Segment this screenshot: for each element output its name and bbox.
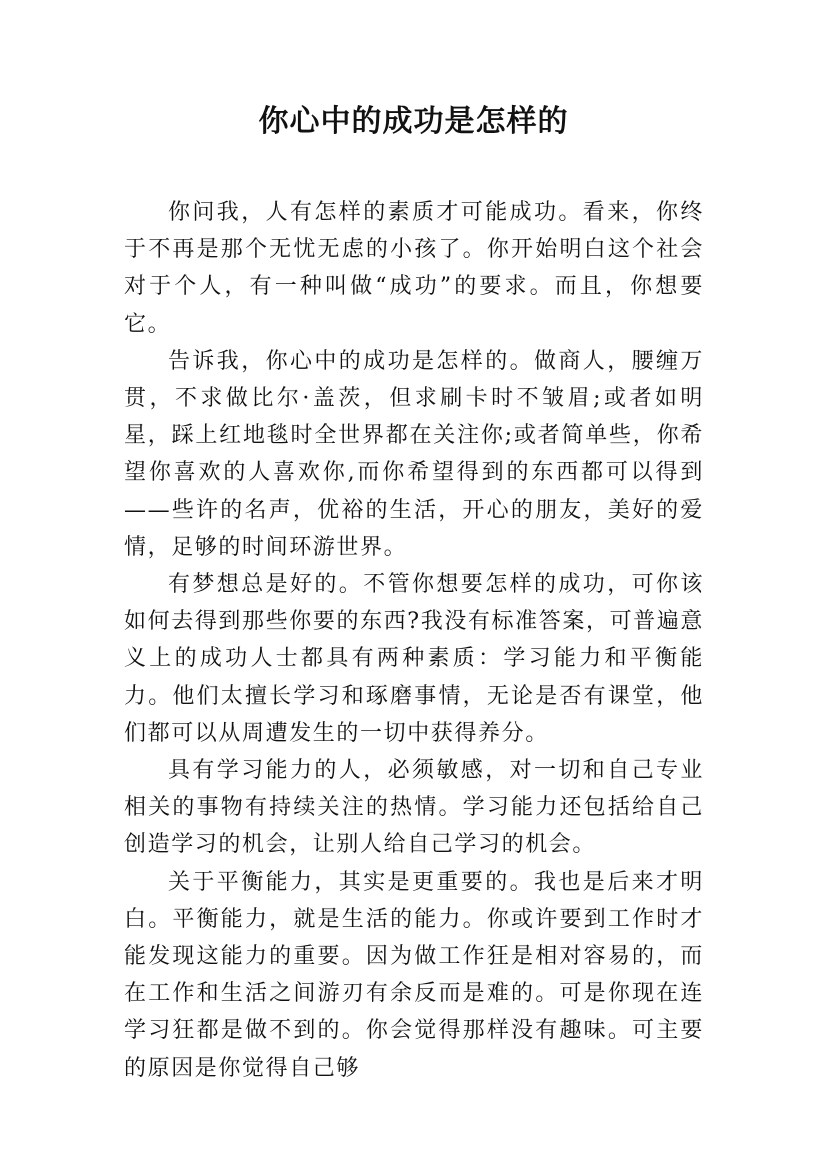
- paragraph: 有梦想总是好的。不管你想要怎样的成功，可你该如何去得到那些你要的东西?我没有标准答案，可普遍意义上的成功人士都具有两种素质：学习能力和平衡能力。他们太擅长学习和琢磨事情，无论是否有课堂，他们都可以从周遭发生的一切中获得养分。: [124, 572, 704, 746]
- paragraph: 告诉我，你心中的成功是怎样的。做商人，腰缠万贯，不求做比尔·盖茨，但求刷卡时不皱眉;或者如明星，踩上红地毯时全世界都在关注你;或者简单些，你希望你喜欢的人喜欢你,而你希望得到的东西都可以得到——些许的名声，优裕的生活，开心的朋友，美好的爱情，足够的时间环游世界。: [124, 348, 704, 560]
- paragraph: 你问我，人有怎样的素质才可能成功。看来，你终于不再是那个无忧无虑的小孩了。你开始明白这个社会对于个人，有一种叫做“成功”的要求。而且，你想要它。: [124, 200, 704, 337]
- paragraph: 关于平衡能力，其实是更重要的。我也是后来才明白。平衡能力，就是生活的能力。你或许要到工作时才能发现这能力的重要。因为做工作狂是相对容易的，而在工作和生活之间游刃有余反而是难的。可是你现在连学习狂都是做不到的。你会觉得那样没有趣味。可主要的原因是你觉得自己够: [124, 869, 704, 1081]
- document-body: [124, 194, 704, 1087]
- document-title: 你心中的成功是怎样的: [258, 104, 569, 139]
- paragraph: 具有学习能力的人，必须敏感，对一切和自己专业相关的事物有持续关注的热情。学习能力还包括给自己创造学习的机会，让别人给自己学习的机会。: [124, 758, 704, 858]
